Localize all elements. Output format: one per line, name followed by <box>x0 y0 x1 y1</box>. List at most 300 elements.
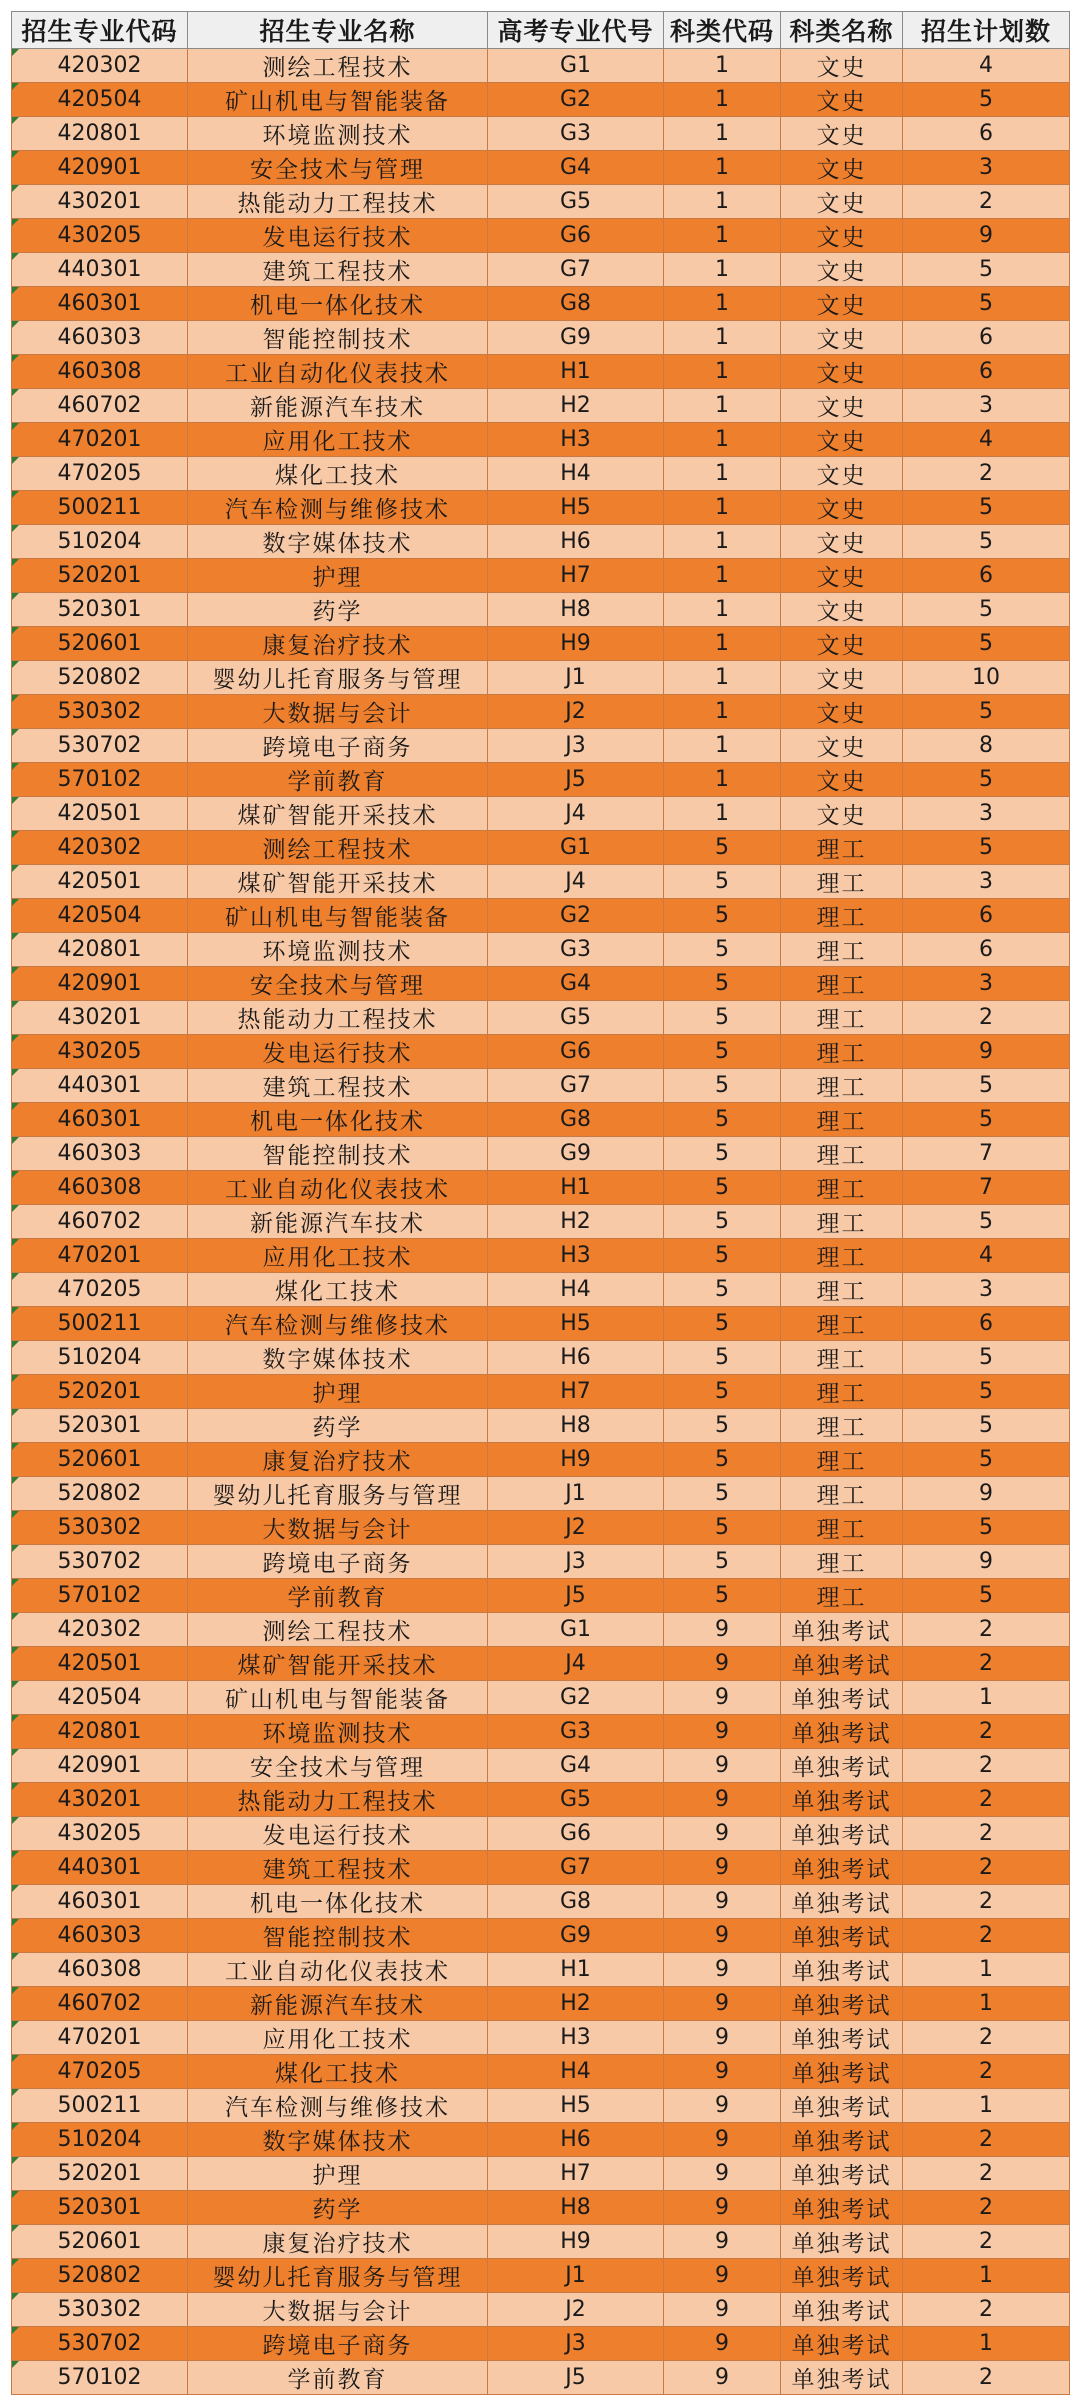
category-name-cell: 单独考试 <box>781 2191 903 2225</box>
major-code-cell: 440301 <box>12 1851 188 1885</box>
category-name-cell: 单独考试 <box>781 1783 903 1817</box>
table-row <box>12 1817 1070 1851</box>
exam-major-code-cell: G9 <box>488 1137 664 1171</box>
exam-major-code-cell: H5 <box>488 491 664 525</box>
major-name-cell: 跨境电子商务 <box>188 2327 488 2361</box>
table-row <box>12 1783 1070 1817</box>
major-code-cell: 420801 <box>12 117 188 151</box>
category-code-cell: 5 <box>664 1035 781 1069</box>
exam-major-code-cell: G3 <box>488 1715 664 1749</box>
plan-count-cell: 5 <box>903 287 1070 321</box>
major-name-cell: 护理 <box>188 2157 488 2191</box>
plan-count-cell: 5 <box>903 831 1070 865</box>
exam-major-code-cell: H7 <box>488 1375 664 1409</box>
exam-major-code-cell: J5 <box>488 2361 664 2395</box>
exam-major-code-cell: G7 <box>488 1069 664 1103</box>
category-code-cell: 1 <box>664 797 781 831</box>
exam-major-code-cell: J2 <box>488 695 664 729</box>
category-name-cell: 单独考试 <box>781 1851 903 1885</box>
table-row <box>12 83 1070 117</box>
category-code-cell: 1 <box>664 491 781 525</box>
category-code-cell: 1 <box>664 763 781 797</box>
major-name-cell: 护理 <box>188 559 488 593</box>
plan-count-cell: 9 <box>903 1477 1070 1511</box>
plan-count-cell: 2 <box>903 1817 1070 1851</box>
category-code-cell: 5 <box>664 1341 781 1375</box>
category-code-cell: 1 <box>664 389 781 423</box>
exam-major-code-cell: H3 <box>488 1239 664 1273</box>
exam-major-code-cell: H6 <box>488 2123 664 2157</box>
plan-count-cell: 2 <box>903 1613 1070 1647</box>
exam-major-code-cell: H8 <box>488 2191 664 2225</box>
exam-major-code-cell: J3 <box>488 729 664 763</box>
category-name-cell: 理工 <box>781 967 903 1001</box>
plan-count-cell: 5 <box>903 525 1070 559</box>
major-name-cell: 新能源汽车技术 <box>188 389 488 423</box>
major-name-cell: 婴幼儿托育服务与管理 <box>188 2259 488 2293</box>
plan-count-cell: 6 <box>903 899 1070 933</box>
category-code-cell: 5 <box>664 933 781 967</box>
table-row <box>12 1171 1070 1205</box>
header-category-name: 科类名称 <box>781 12 903 49</box>
table-header <box>12 12 1070 49</box>
category-name-cell: 文史 <box>781 185 903 219</box>
major-name-cell: 跨境电子商务 <box>188 729 488 763</box>
table-row <box>12 2055 1070 2089</box>
category-name-cell: 理工 <box>781 933 903 967</box>
table-row <box>12 423 1070 457</box>
category-name-cell: 理工 <box>781 1273 903 1307</box>
plan-count-cell: 5 <box>903 1511 1070 1545</box>
plan-count-cell: 2 <box>903 2361 1070 2395</box>
category-name-cell: 文史 <box>781 797 903 831</box>
exam-major-code-cell: H2 <box>488 1205 664 1239</box>
major-code-cell: 470205 <box>12 1273 188 1307</box>
category-code-cell: 1 <box>664 559 781 593</box>
major-code-cell: 460303 <box>12 1137 188 1171</box>
table-row <box>12 1953 1070 1987</box>
major-code-cell: 420504 <box>12 83 188 117</box>
plan-count-cell: 5 <box>903 1375 1070 1409</box>
exam-major-code-cell: G7 <box>488 253 664 287</box>
exam-major-code-cell: H7 <box>488 2157 664 2191</box>
table-row <box>12 2191 1070 2225</box>
major-code-cell: 500211 <box>12 1307 188 1341</box>
category-name-cell: 文史 <box>781 457 903 491</box>
major-code-cell: 520301 <box>12 593 188 627</box>
category-code-cell: 5 <box>664 1477 781 1511</box>
header-category-code: 科类代码 <box>664 12 781 49</box>
header-major-name: 招生专业名称 <box>188 12 488 49</box>
table-body <box>12 49 1070 2395</box>
major-name-cell: 建筑工程技术 <box>188 253 488 287</box>
category-code-cell: 1 <box>664 219 781 253</box>
major-name-cell: 数字媒体技术 <box>188 1341 488 1375</box>
category-code-cell: 5 <box>664 1443 781 1477</box>
plan-count-cell: 5 <box>903 491 1070 525</box>
major-code-cell: 430205 <box>12 1035 188 1069</box>
plan-count-cell: 6 <box>903 117 1070 151</box>
plan-count-cell: 5 <box>903 1579 1070 1613</box>
table-row <box>12 1307 1070 1341</box>
table-row <box>12 253 1070 287</box>
plan-count-cell: 2 <box>903 185 1070 219</box>
exam-major-code-cell: H5 <box>488 1307 664 1341</box>
category-name-cell: 文史 <box>781 627 903 661</box>
exam-major-code-cell: H4 <box>488 457 664 491</box>
exam-major-code-cell: H4 <box>488 1273 664 1307</box>
plan-count-cell: 2 <box>903 1647 1070 1681</box>
plan-count-cell: 10 <box>903 661 1070 695</box>
category-name-cell: 单独考试 <box>781 2021 903 2055</box>
category-name-cell: 文史 <box>781 151 903 185</box>
category-code-cell: 5 <box>664 865 781 899</box>
category-name-cell: 单独考试 <box>781 1613 903 1647</box>
exam-major-code-cell: H1 <box>488 1171 664 1205</box>
plan-count-cell: 5 <box>903 1069 1070 1103</box>
table-row <box>12 321 1070 355</box>
exam-major-code-cell: G2 <box>488 1681 664 1715</box>
category-name-cell: 单独考试 <box>781 2055 903 2089</box>
exam-major-code-cell: G2 <box>488 83 664 117</box>
category-name-cell: 单独考试 <box>781 2293 903 2327</box>
table-row <box>12 1511 1070 1545</box>
plan-count-cell: 2 <box>903 1919 1070 1953</box>
category-code-cell: 9 <box>664 1681 781 1715</box>
table-row <box>12 1477 1070 1511</box>
table-row <box>12 2225 1070 2259</box>
exam-major-code-cell: G8 <box>488 287 664 321</box>
plan-count-cell: 2 <box>903 2021 1070 2055</box>
major-name-cell: 发电运行技术 <box>188 1817 488 1851</box>
category-name-cell: 理工 <box>781 1375 903 1409</box>
major-name-cell: 测绘工程技术 <box>188 49 488 83</box>
plan-count-cell: 2 <box>903 2225 1070 2259</box>
table-row <box>12 389 1070 423</box>
exam-major-code-cell: J4 <box>488 865 664 899</box>
major-name-cell: 婴幼儿托育服务与管理 <box>188 1477 488 1511</box>
exam-major-code-cell: G5 <box>488 185 664 219</box>
plan-count-cell: 3 <box>903 865 1070 899</box>
major-name-cell: 测绘工程技术 <box>188 831 488 865</box>
category-code-cell: 9 <box>664 2327 781 2361</box>
plan-count-cell: 2 <box>903 2293 1070 2327</box>
table-row <box>12 865 1070 899</box>
major-code-cell: 530302 <box>12 1511 188 1545</box>
table-row <box>12 1035 1070 1069</box>
exam-major-code-cell: H4 <box>488 2055 664 2089</box>
table-row <box>12 1613 1070 1647</box>
major-code-cell: 520301 <box>12 2191 188 2225</box>
category-code-cell: 9 <box>664 2225 781 2259</box>
exam-major-code-cell: H6 <box>488 525 664 559</box>
major-name-cell: 康复治疗技术 <box>188 627 488 661</box>
category-name-cell: 文史 <box>781 83 903 117</box>
major-name-cell: 安全技术与管理 <box>188 1749 488 1783</box>
category-code-cell: 9 <box>664 2191 781 2225</box>
major-code-cell: 520802 <box>12 661 188 695</box>
plan-count-cell: 1 <box>903 2089 1070 2123</box>
plan-count-cell: 5 <box>903 253 1070 287</box>
exam-major-code-cell: G4 <box>488 1749 664 1783</box>
category-name-cell: 单独考试 <box>781 2157 903 2191</box>
exam-major-code-cell: G8 <box>488 1885 664 1919</box>
category-name-cell: 文史 <box>781 355 903 389</box>
major-code-cell: 530702 <box>12 1545 188 1579</box>
table-row <box>12 1851 1070 1885</box>
table-row <box>12 831 1070 865</box>
category-code-cell: 5 <box>664 1307 781 1341</box>
table-row <box>12 2021 1070 2055</box>
exam-major-code-cell: G5 <box>488 1001 664 1035</box>
exam-major-code-cell: G9 <box>488 321 664 355</box>
exam-major-code-cell: J3 <box>488 1545 664 1579</box>
category-code-cell: 1 <box>664 695 781 729</box>
category-code-cell: 1 <box>664 117 781 151</box>
major-code-cell: 420501 <box>12 1647 188 1681</box>
major-code-cell: 460301 <box>12 1103 188 1137</box>
header-row <box>12 12 1070 49</box>
exam-major-code-cell: H5 <box>488 2089 664 2123</box>
table-row <box>12 1137 1070 1171</box>
category-name-cell: 文史 <box>781 423 903 457</box>
category-name-cell: 理工 <box>781 1035 903 1069</box>
category-code-cell: 9 <box>664 1885 781 1919</box>
table-row <box>12 695 1070 729</box>
table-row <box>12 2089 1070 2123</box>
table-row <box>12 2157 1070 2191</box>
plan-count-cell: 2 <box>903 2157 1070 2191</box>
major-code-cell: 520802 <box>12 2259 188 2293</box>
table-row <box>12 1885 1070 1919</box>
plan-count-cell: 5 <box>903 83 1070 117</box>
exam-major-code-cell: J5 <box>488 763 664 797</box>
major-name-cell: 大数据与会计 <box>188 695 488 729</box>
category-code-cell: 1 <box>664 287 781 321</box>
category-code-cell: 9 <box>664 2055 781 2089</box>
category-name-cell: 单独考试 <box>781 1885 903 1919</box>
table-row <box>12 933 1070 967</box>
category-name-cell: 理工 <box>781 831 903 865</box>
major-code-cell: 510204 <box>12 2123 188 2157</box>
category-code-cell: 1 <box>664 185 781 219</box>
major-code-cell: 460308 <box>12 1953 188 1987</box>
exam-major-code-cell: H6 <box>488 1341 664 1375</box>
category-name-cell: 理工 <box>781 899 903 933</box>
table-row <box>12 967 1070 1001</box>
table-row <box>12 2361 1070 2395</box>
category-name-cell: 理工 <box>781 1511 903 1545</box>
exam-major-code-cell: G6 <box>488 1817 664 1851</box>
exam-major-code-cell: J1 <box>488 1477 664 1511</box>
major-name-cell: 药学 <box>188 1409 488 1443</box>
plan-count-cell: 1 <box>903 2327 1070 2361</box>
category-code-cell: 5 <box>664 899 781 933</box>
exam-major-code-cell: G5 <box>488 1783 664 1817</box>
plan-count-cell: 6 <box>903 559 1070 593</box>
major-code-cell: 520201 <box>12 2157 188 2191</box>
table-row <box>12 491 1070 525</box>
major-code-cell: 460303 <box>12 1919 188 1953</box>
exam-major-code-cell: G1 <box>488 1613 664 1647</box>
category-name-cell: 理工 <box>781 1443 903 1477</box>
category-code-cell: 1 <box>664 661 781 695</box>
major-code-cell: 420901 <box>12 967 188 1001</box>
table-row <box>12 355 1070 389</box>
major-code-cell: 460308 <box>12 355 188 389</box>
plan-count-cell: 2 <box>903 1715 1070 1749</box>
exam-major-code-cell: G8 <box>488 1103 664 1137</box>
major-code-cell: 420302 <box>12 49 188 83</box>
category-code-cell: 9 <box>664 1647 781 1681</box>
major-name-cell: 环境监测技术 <box>188 933 488 967</box>
table-row <box>12 729 1070 763</box>
major-name-cell: 药学 <box>188 593 488 627</box>
category-code-cell: 5 <box>664 1069 781 1103</box>
major-name-cell: 康复治疗技术 <box>188 1443 488 1477</box>
category-name-cell: 文史 <box>781 695 903 729</box>
category-name-cell: 单独考试 <box>781 1817 903 1851</box>
major-name-cell: 新能源汽车技术 <box>188 1987 488 2021</box>
major-name-cell: 工业自动化仪表技术 <box>188 355 488 389</box>
major-code-cell: 470201 <box>12 1239 188 1273</box>
major-name-cell: 煤矿智能开采技术 <box>188 865 488 899</box>
table-row <box>12 1749 1070 1783</box>
major-name-cell: 测绘工程技术 <box>188 1613 488 1647</box>
major-name-cell: 学前教育 <box>188 1579 488 1613</box>
table-row <box>12 1103 1070 1137</box>
major-name-cell: 建筑工程技术 <box>188 1851 488 1885</box>
table-row <box>12 49 1070 83</box>
category-name-cell: 文史 <box>781 593 903 627</box>
major-name-cell: 婴幼儿托育服务与管理 <box>188 661 488 695</box>
category-name-cell: 理工 <box>781 1307 903 1341</box>
exam-major-code-cell: J3 <box>488 2327 664 2361</box>
plan-count-cell: 9 <box>903 1035 1070 1069</box>
category-name-cell: 文史 <box>781 117 903 151</box>
category-code-cell: 1 <box>664 729 781 763</box>
category-name-cell: 单独考试 <box>781 1681 903 1715</box>
category-code-cell: 1 <box>664 83 781 117</box>
major-name-cell: 机电一体化技术 <box>188 287 488 321</box>
major-name-cell: 建筑工程技术 <box>188 1069 488 1103</box>
table-row <box>12 185 1070 219</box>
category-name-cell: 理工 <box>781 1341 903 1375</box>
major-name-cell: 数字媒体技术 <box>188 525 488 559</box>
plan-count-cell: 3 <box>903 151 1070 185</box>
category-name-cell: 文史 <box>781 389 903 423</box>
table-row <box>12 1919 1070 1953</box>
table-row <box>12 151 1070 185</box>
category-name-cell: 文史 <box>781 491 903 525</box>
category-code-cell: 5 <box>664 1001 781 1035</box>
plan-count-cell: 5 <box>903 1341 1070 1375</box>
exam-major-code-cell: J4 <box>488 1647 664 1681</box>
major-code-cell: 420801 <box>12 1715 188 1749</box>
category-name-cell: 文史 <box>781 321 903 355</box>
major-code-cell: 460702 <box>12 1987 188 2021</box>
plan-count-cell: 1 <box>903 1681 1070 1715</box>
category-name-cell: 文史 <box>781 661 903 695</box>
plan-count-cell: 5 <box>903 593 1070 627</box>
major-name-cell: 煤矿智能开采技术 <box>188 1647 488 1681</box>
major-name-cell: 大数据与会计 <box>188 2293 488 2327</box>
major-name-cell: 数字媒体技术 <box>188 2123 488 2157</box>
major-code-cell: 460301 <box>12 287 188 321</box>
major-name-cell: 工业自动化仪表技术 <box>188 1953 488 1987</box>
table-row <box>12 2123 1070 2157</box>
category-name-cell: 单独考试 <box>781 2123 903 2157</box>
table-row <box>12 117 1070 151</box>
major-code-cell: 470201 <box>12 423 188 457</box>
major-code-cell: 460301 <box>12 1885 188 1919</box>
table-row <box>12 899 1070 933</box>
major-name-cell: 汽车检测与维修技术 <box>188 491 488 525</box>
major-name-cell: 矿山机电与智能装备 <box>188 83 488 117</box>
major-name-cell: 新能源汽车技术 <box>188 1205 488 1239</box>
exam-major-code-cell: H1 <box>488 1953 664 1987</box>
category-name-cell: 理工 <box>781 1001 903 1035</box>
plan-count-cell: 5 <box>903 1205 1070 1239</box>
table-row <box>12 763 1070 797</box>
major-name-cell: 热能动力工程技术 <box>188 1783 488 1817</box>
table-row <box>12 627 1070 661</box>
plan-count-cell: 3 <box>903 1273 1070 1307</box>
category-code-cell: 9 <box>664 2259 781 2293</box>
major-name-cell: 安全技术与管理 <box>188 151 488 185</box>
major-code-cell: 520201 <box>12 1375 188 1409</box>
category-code-cell: 9 <box>664 2157 781 2191</box>
exam-major-code-cell: G9 <box>488 1919 664 1953</box>
major-name-cell: 发电运行技术 <box>188 219 488 253</box>
category-code-cell: 5 <box>664 1545 781 1579</box>
table-row <box>12 2293 1070 2327</box>
major-code-cell: 420302 <box>12 1613 188 1647</box>
category-code-cell: 9 <box>664 1919 781 1953</box>
major-code-cell: 530702 <box>12 2327 188 2361</box>
category-code-cell: 5 <box>664 1409 781 1443</box>
category-name-cell: 文史 <box>781 559 903 593</box>
major-name-cell: 应用化工技术 <box>188 423 488 457</box>
category-code-cell: 9 <box>664 1715 781 1749</box>
category-code-cell: 1 <box>664 627 781 661</box>
plan-count-cell: 4 <box>903 49 1070 83</box>
category-code-cell: 9 <box>664 1953 781 1987</box>
major-code-cell: 420501 <box>12 797 188 831</box>
major-code-cell: 520201 <box>12 559 188 593</box>
category-name-cell: 理工 <box>781 1477 903 1511</box>
major-name-cell: 热能动力工程技术 <box>188 1001 488 1035</box>
major-name-cell: 机电一体化技术 <box>188 1885 488 1919</box>
plan-count-cell: 2 <box>903 1885 1070 1919</box>
category-code-cell: 5 <box>664 967 781 1001</box>
category-name-cell: 单独考试 <box>781 1953 903 1987</box>
major-name-cell: 煤化工技术 <box>188 2055 488 2089</box>
major-name-cell: 煤化工技术 <box>188 457 488 491</box>
category-code-cell: 9 <box>664 1783 781 1817</box>
category-name-cell: 文史 <box>781 287 903 321</box>
table-row <box>12 1341 1070 1375</box>
plan-count-cell: 5 <box>903 1103 1070 1137</box>
exam-major-code-cell: G4 <box>488 151 664 185</box>
exam-major-code-cell: H8 <box>488 593 664 627</box>
major-name-cell: 环境监测技术 <box>188 1715 488 1749</box>
plan-count-cell: 3 <box>903 797 1070 831</box>
major-code-cell: 520301 <box>12 1409 188 1443</box>
category-code-cell: 9 <box>664 2021 781 2055</box>
category-code-cell: 5 <box>664 1579 781 1613</box>
major-code-cell: 420901 <box>12 151 188 185</box>
